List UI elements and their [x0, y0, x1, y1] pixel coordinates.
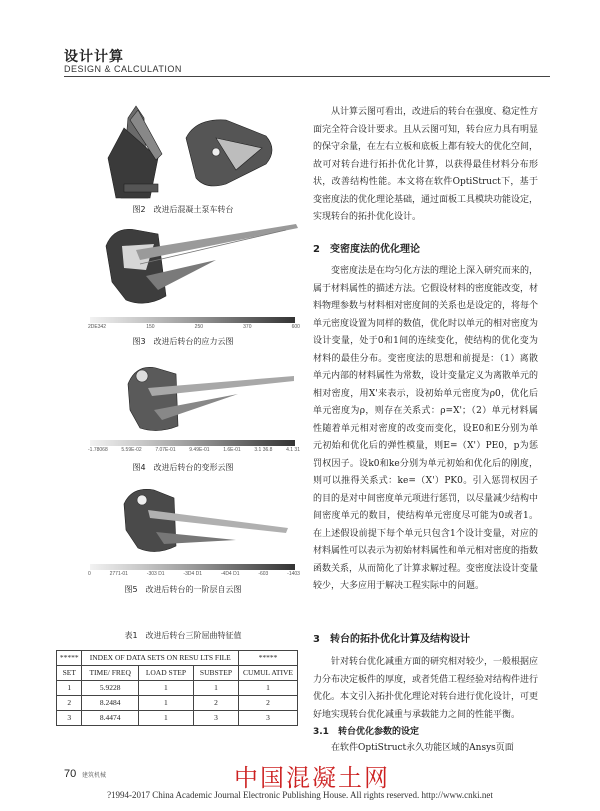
section-2-heading: 2 变密度法的优化理论	[313, 244, 420, 255]
section-header-title: 设计计算	[64, 49, 124, 65]
buckling-eigenvalue-table	[56, 650, 298, 726]
table-cell: 3	[239, 711, 298, 726]
table-row	[57, 696, 298, 711]
scale-tick: 600	[291, 324, 300, 330]
scale-tick: 5.59E-02	[121, 447, 142, 453]
scale-tick: -1403	[287, 571, 300, 577]
figure-4-color-scale	[90, 440, 295, 446]
figure-5-image	[66, 480, 300, 560]
scale-tick: -3D4 D1	[183, 571, 203, 577]
figure-3-color-scale	[90, 317, 295, 323]
figure-3-scale-ticks	[88, 324, 300, 330]
table-cell: 8.4474	[82, 711, 138, 726]
table-header-cell: CUMUL ATIVE	[239, 666, 298, 681]
table-cell: 1	[239, 681, 298, 696]
table-header-cell: SUBSTEP	[193, 666, 238, 681]
figure-5-caption: 图5 改进后转台的一阶层自云图	[124, 585, 242, 594]
paragraph: 变密度法是在均匀化方法的理论上深入研究而来的，属于材料属性的描述方法。它假设材料的密度能改变，材料物理参数与材料相对密度间的关系也是设定的，将每个单元密度设置为同样的数值，优化时以单元的相对密度为设计变量，处于0和1间的连续变化，使结构的优化变为材料的最佳分布。变密度法的思想和前提是：（1）离散单元内部的材料属性为常数，设计变量定义为离散单元的相对密度，用X'来表示，设初始单元密度为ρ0，优化后单元密度为ρ，则存在关系式：ρ=X'；（2）单元材料属性随着单元相对密度的改变而变化，设E0和E分别为单元初始和优化后的弹性模量，则E=（X'）PE0，p为惩罚权因子。设k0和ke分别为单元初始和优化后的刚度，则可以推得关系式：ke=（X'）PK0。引入惩罚权因子的目的是对中间密度单元项进行惩罚，以尽量减少结构中间密度单元的数目，使结构单元密度尽可能为0或者1。在上述假设前提下每个单元只包含1个设计变量，对应的材料属性可以表示为初始材料属性和单元相对密度的指数函数关系，从而简化了计算求解过程。变密度法设计变量较少，大多应用于解决工程实际中的问题。	[313, 266, 539, 591]
table-cell: 3	[193, 711, 238, 726]
figure-5-scale-ticks	[88, 571, 300, 577]
scale-tick: -303 D1	[146, 571, 165, 577]
table-title-row	[57, 651, 298, 666]
table-cell: 1	[138, 696, 193, 711]
section-3-heading: 3 转台的拓扑优化计算及结构设计	[313, 634, 470, 645]
table-cell: 2	[239, 696, 298, 711]
table-cell: 3	[57, 711, 82, 726]
paragraph: 针对转台优化减重方面的研究相对较少，一般根据应力分布决定板件的厚度，或者凭借工程经验对结构件进行优化。本文引入拓扑优化理论对转台进行优化设计，可更好地实现转台优化减重与承载能力之间的性能平衡。	[313, 657, 539, 720]
figure-4-caption: 图4 改进后转台的变形云图	[132, 463, 234, 472]
scale-tick: 4.1 31	[286, 447, 300, 453]
figure-4-image	[66, 354, 300, 436]
table-cell: 1	[138, 681, 193, 696]
table-row	[57, 681, 298, 696]
table-header-cell: TIME/ FREQ	[82, 666, 138, 681]
scale-tick: 370	[243, 324, 252, 330]
paragraph-intro	[313, 104, 538, 227]
table-cell: 1	[57, 681, 82, 696]
table-cell: 2	[193, 696, 238, 711]
journal-name: 建筑机械	[82, 772, 107, 779]
figure-2-image	[66, 98, 300, 202]
watermark: 中国混凝土网	[234, 764, 390, 792]
subsection-3-1-heading: 3.1 转台优化参数的设定	[313, 727, 419, 737]
figure-4-scale-ticks	[88, 447, 300, 453]
copyright-line: ?1994-2017 China Academic Journal Electronic Publishing House. All rights reserved. http://www.cnki.net	[107, 790, 493, 800]
scale-tick: 1.6E-01	[223, 447, 241, 453]
scale-tick: 2DE342	[88, 324, 107, 330]
paragraph: 在软件OptiStruct永久功能区域的Ansys页面	[331, 743, 514, 753]
section-header-subtitle: DESIGN & CALCULATION	[64, 64, 182, 74]
table-cell: 2	[57, 696, 82, 711]
scale-tick: 3.1 36.8	[254, 447, 273, 453]
table-stars-left: *****	[57, 651, 82, 666]
paragraph-parameters	[313, 740, 538, 758]
scale-tick: 0	[88, 571, 91, 577]
table-title: INDEX OF DATA SETS ON RESU LTS FILE	[82, 651, 239, 666]
table-cell: 1	[193, 681, 238, 696]
scale-tick: -4D4 D1	[220, 571, 240, 577]
table-cell: 5.9228	[82, 681, 138, 696]
figure-5-color-scale	[90, 564, 295, 570]
scale-tick: -1.78068	[88, 447, 108, 453]
page-number: 70	[64, 768, 77, 780]
table-header-cell: SET	[57, 666, 82, 681]
table-header-cell: LOAD STEP	[138, 666, 193, 681]
table-cell: 8.2484	[82, 696, 138, 711]
figure-3-caption: 图3 改进后转台的应力云图	[132, 337, 234, 346]
table-stars-right: *****	[239, 651, 298, 666]
table-cell: 1	[138, 711, 193, 726]
table-header-row	[57, 666, 298, 681]
paragraph-variable-density	[313, 263, 538, 596]
figure-2-caption: 图2 改进后混凝土泵车转台	[132, 205, 234, 214]
scale-tick: 150	[146, 324, 155, 330]
paragraph: 从计算云图可看出，改进后的转台在强度、稳定性方面完全符合设计要求。且从云图可知，转台应力具有明显的保守余量，在左右立板和底板上都有较大的优化空间，故可对转台进行拓扑优化计算，以获得最佳材料分布形状，改善结构性能。本文将在软件OptiStruct下，基于变密度法的优化理论基础，通过面板工具模块功能设定，实现转台的拓扑优化设计。	[313, 107, 539, 222]
scale-tick: 250	[194, 324, 204, 330]
scale-tick: 9.49E-01	[189, 447, 210, 453]
scale-tick: 7.07E-01	[155, 447, 176, 453]
paragraph-topology	[313, 654, 538, 724]
scale-tick: -603	[258, 571, 269, 577]
table-row	[57, 711, 298, 726]
scale-tick: 2771-01	[109, 571, 128, 577]
table-1-caption: 表1 改进后转台三阶屈曲特征值	[124, 631, 242, 640]
figure-3-image	[66, 216, 300, 310]
header-divider	[64, 76, 550, 77]
